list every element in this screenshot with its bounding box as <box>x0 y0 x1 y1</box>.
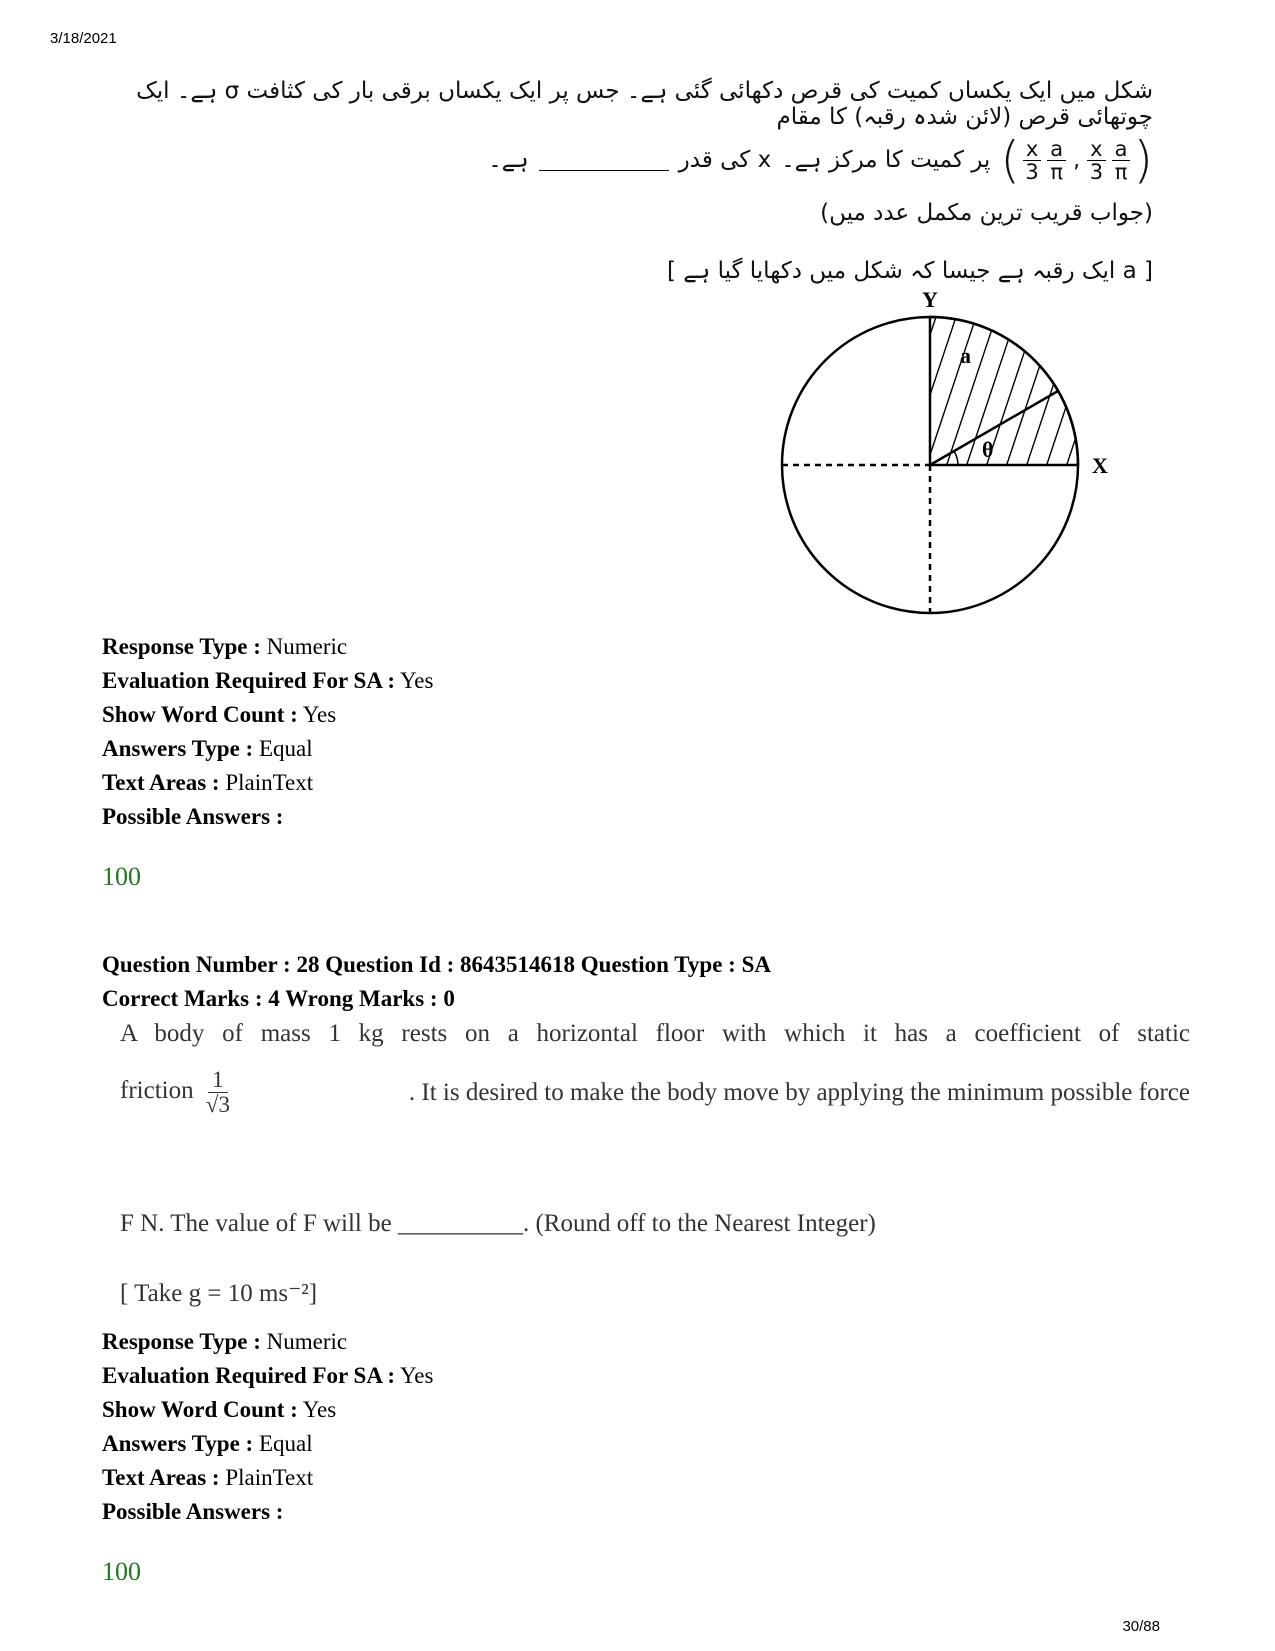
q27-urdu-line-2-c: ہے۔ <box>488 147 529 173</box>
fraction-a-pi: $\frac{a}{\pi}$ <box>1047 138 1066 183</box>
x-axis-label: X <box>1092 453 1108 478</box>
left-paren: ( <box>1000 131 1020 189</box>
angle-label: θ <box>982 437 994 462</box>
q28-text-line-3: F N. The value of F will be __________. (Round off to the Nearest Integer) <box>120 1210 876 1237</box>
q28-meta <box>102 1325 433 1529</box>
q27-urdu-line-2-a: پر کمیت کا مرکز ہے۔ <box>781 147 991 173</box>
area-label: a <box>960 343 971 368</box>
answers-type-row: Answers Type : Equal <box>102 736 313 761</box>
q27-meta <box>102 630 433 834</box>
fraction-x-3-second: $\frac{x}{3}$ <box>1087 138 1105 183</box>
text-areas-row: Text Areas : PlainText <box>102 1465 314 1490</box>
comma: , <box>1073 147 1081 173</box>
q27-urdu-line-4: [ a ایک رقبہ ہے جیسا کہ شکل میں دکھایا گیا ہے ] <box>667 258 1153 284</box>
q27-center-of-mass-expression <box>1000 131 1153 189</box>
response-type-row: Response Type : Numeric <box>102 1329 348 1354</box>
q28-answer: 100 <box>102 1557 141 1586</box>
q28-text-line-2: friction $\frac{1}{√3}$ . It is desired to make the body move by applying the minimum possible force <box>120 1067 1190 1117</box>
quarter-disc-figure <box>780 285 1140 625</box>
wordcount-row: Show Word Count : Yes <box>102 1397 337 1422</box>
response-type-row: Response Type : Numeric <box>102 634 348 659</box>
q28-header <box>102 948 771 1016</box>
y-axis-label: Y <box>922 287 938 312</box>
fraction-1-over-root-3: $\frac{1}{√3}$ <box>205 1067 230 1117</box>
fraction-a-pi-second: $\frac{a}{\pi}$ <box>1112 138 1131 183</box>
print-date: 3/18/2021 <box>50 30 117 47</box>
q27-urdu-line-2 <box>453 131 1153 189</box>
q27-urdu-line-3: (جواب قریب ترین مکمل عدد میں) <box>820 200 1153 226</box>
answers-type-row: Answers Type : Equal <box>102 1431 313 1456</box>
q28-header-line-2: Correct Marks : 4 Wrong Marks : 0 <box>102 986 455 1011</box>
angle-arc <box>954 451 958 465</box>
q27-urdu-line-1: شکل میں ایک یکساں کمیت کی قرص دکھائی گئی ہے۔ جس پر ایک یکساں برقی بار کی کثافت σ ہے۔ ایک چوتھائی قرص (لائن شدہ رقبہ) کا مقام <box>136 78 1153 130</box>
q28-text-line-1: A body of mass 1 kg rests on a horizontal floor with which it has a coefficient of static <box>120 1020 1190 1047</box>
eval-row: Evaluation Required For SA : Yes <box>102 668 434 693</box>
fraction-x-3: $\frac{x}{3}$ <box>1023 138 1041 183</box>
possible-answers-row: Possible Answers : <box>102 1499 284 1524</box>
right-paren: ) <box>1133 131 1153 189</box>
page-number: 30/88 <box>1122 1618 1160 1635</box>
eval-row: Evaluation Required For SA : Yes <box>102 1363 434 1388</box>
answer-blank <box>539 150 669 171</box>
text-areas-row: Text Areas : PlainText <box>102 770 314 795</box>
q28-header-line-1: Question Number : 28 Question Id : 8643514618 Question Type : SA <box>102 952 771 977</box>
wordcount-row: Show Word Count : Yes <box>102 702 337 727</box>
q27-answer: 100 <box>102 862 141 891</box>
q28-text-line-4: [ Take g = 10 ms⁻²] <box>120 1280 318 1307</box>
possible-answers-row: Possible Answers : <box>102 804 284 829</box>
q27-urdu-line-2-b: x کی قدر <box>678 147 772 173</box>
